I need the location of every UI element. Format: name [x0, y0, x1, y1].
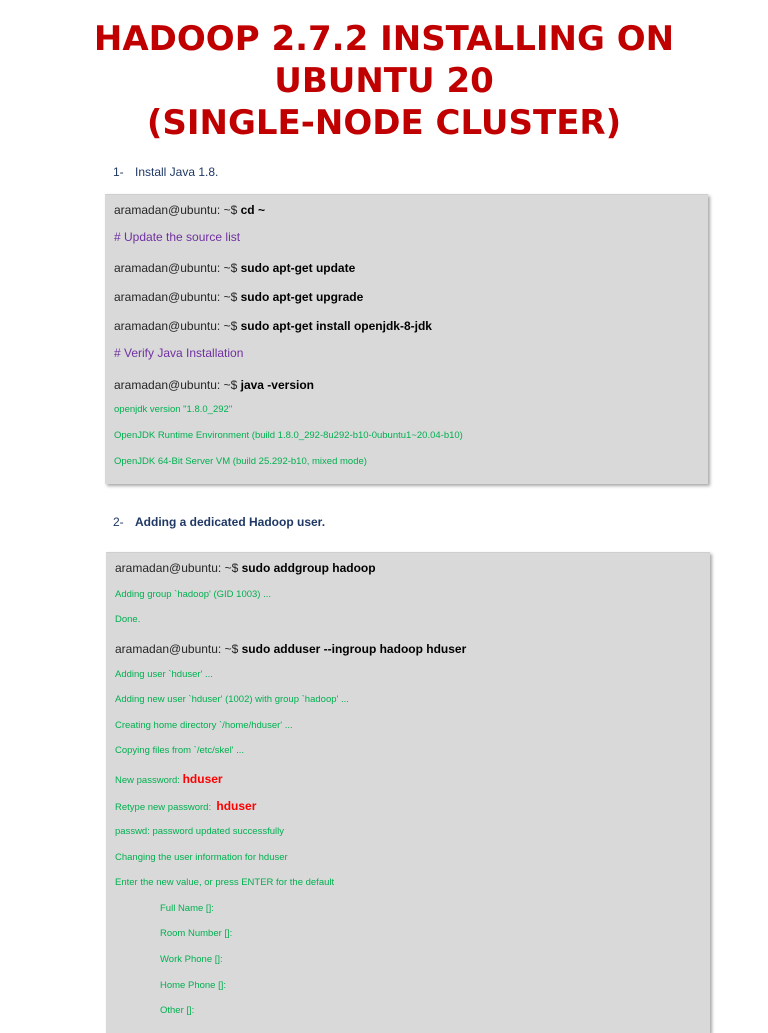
step-1-heading [113, 165, 218, 179]
retype-password-label: Retype new password: [115, 802, 217, 813]
shell-prompt: aramadan@ubuntu: ~$ [114, 203, 241, 217]
shell-comment: # Update the source list [114, 230, 241, 244]
shell-output: Adding new user `hduser' (1002) with group `hadoop' ... [115, 694, 349, 705]
title-line-2: UBUNTU 20 [274, 61, 494, 101]
shell-prompt: aramadan@ubuntu: ~$ [114, 378, 241, 392]
step-number: 1- [113, 165, 124, 179]
retype-password-value: hduser [216, 799, 257, 813]
shell-prompt: aramadan@ubuntu: ~$ [114, 261, 241, 275]
shell-command: sudo apt-get upgrade [240, 290, 364, 304]
step-label: Adding a dedicated Hadoop user. [135, 515, 326, 529]
other-prompt: Other []: [160, 1005, 195, 1016]
step-number: 2- [113, 515, 124, 529]
step-2-heading [113, 515, 325, 529]
title-line-1: HADOOP 2.7.2 INSTALLING ON [93, 19, 675, 59]
shell-comment: # Verify Java Installation [114, 346, 244, 360]
shell-output: Enter the new value, or press ENTER for the default [115, 877, 335, 888]
work-phone-prompt: Work Phone []: [160, 954, 223, 965]
shell-output: Changing the user information for hduser [115, 852, 288, 863]
terminal-line [114, 317, 432, 335]
title-line-3: (SINGLE-NODE CLUSTER) [146, 103, 622, 143]
shell-output: Adding group `hadoop' (GID 1003) ... [115, 589, 272, 600]
terminal-line [115, 559, 376, 577]
step-label: Install Java 1.8. [135, 165, 219, 179]
shell-command: java -version [240, 378, 314, 392]
shell-output: passwd: password updated successfully [115, 826, 284, 837]
document-title [0, 18, 768, 144]
shell-prompt: aramadan@ubuntu: ~$ [114, 319, 241, 333]
new-password-label: New password: [115, 775, 183, 786]
retype-password-line [115, 797, 256, 815]
shell-output: OpenJDK Runtime Environment (build 1.8.0_292-8u292-b10-0ubuntu1~20.04-b10) [114, 430, 463, 441]
shell-command: sudo adduser --ingroup hadoop hduser [241, 642, 467, 656]
shell-output: Adding user `hduser' ... [115, 669, 213, 680]
shell-command: sudo addgroup hadoop [241, 561, 376, 575]
terminal-line [114, 288, 363, 306]
terminal-line [115, 640, 466, 658]
home-phone-prompt: Home Phone []: [160, 980, 227, 991]
shell-output: OpenJDK 64-Bit Server VM (build 25.292-b10, mixed mode) [114, 456, 367, 467]
terminal-line [114, 259, 355, 277]
shell-output: openjdk version "1.8.0_292" [114, 404, 233, 415]
shell-output: Creating home directory `/home/hduser' ... [115, 720, 293, 731]
terminal-line [114, 201, 265, 219]
shell-prompt: aramadan@ubuntu: ~$ [115, 642, 242, 656]
shell-command: sudo apt-get update [240, 261, 356, 275]
room-number-prompt: Room Number []: [160, 928, 233, 939]
shell-command: sudo apt-get install openjdk-8-jdk [240, 319, 432, 333]
new-password-value: hduser [182, 772, 223, 786]
new-password-line [115, 770, 223, 788]
shell-output: Copying files from `/etc/skel' ... [115, 745, 245, 756]
terminal-line [114, 376, 314, 394]
full-name-prompt: Full Name []: [160, 903, 214, 914]
shell-prompt: aramadan@ubuntu: ~$ [114, 290, 241, 304]
shell-prompt: aramadan@ubuntu: ~$ [115, 561, 242, 575]
shell-command: cd ~ [240, 203, 265, 217]
terminal-block-hadoop-user [106, 552, 710, 1033]
shell-output: Done. [115, 614, 141, 625]
terminal-block-java [105, 194, 708, 484]
